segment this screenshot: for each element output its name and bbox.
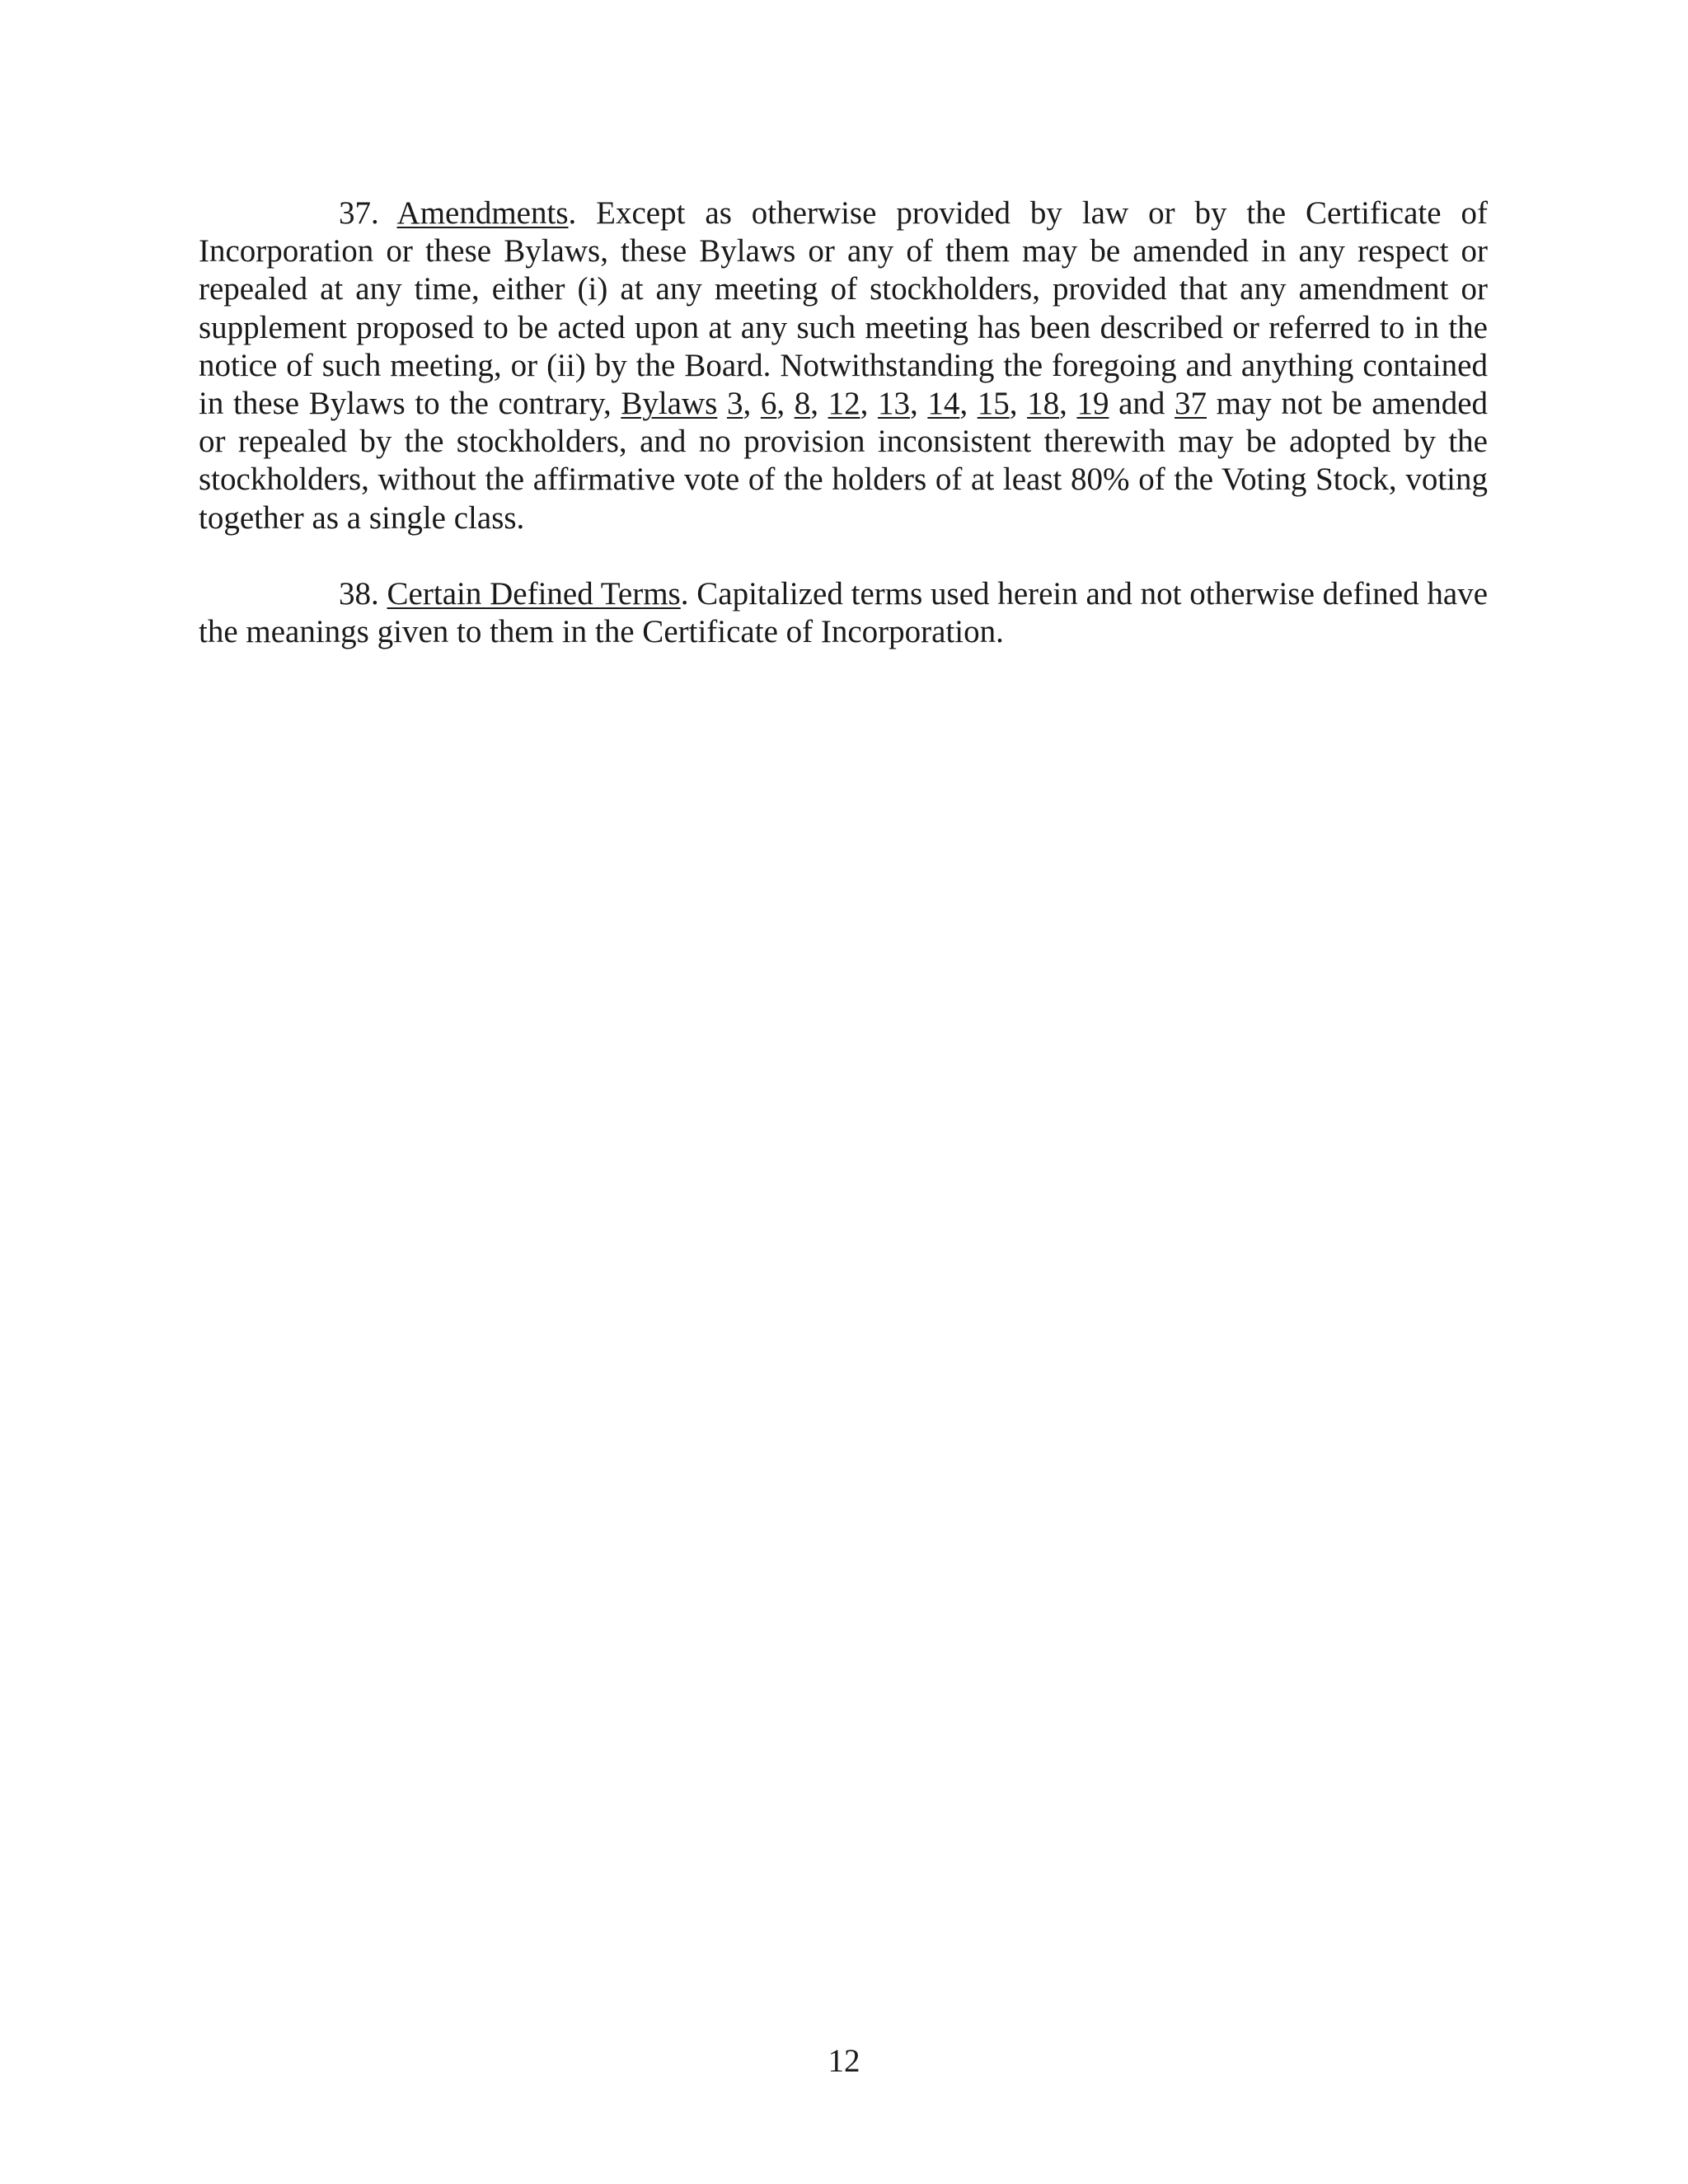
section-38-number: 38. [339, 575, 379, 612]
bylaws-reference: Bylaws [621, 386, 718, 422]
bylaw-ref-12: 12 [828, 386, 860, 422]
section-38-paragraph [199, 575, 1488, 651]
section-38-text: . Capitalized terms used herein and not otherwise defined have the meanings given to them in the Certificate of Incorporation. [199, 575, 1489, 650]
bylaw-ref-8: 8 [794, 386, 811, 422]
and-word: and [1118, 386, 1165, 422]
bylaw-ref-19: 19 [1076, 386, 1109, 422]
section-37-text-part-1: . Except as otherwise provided by law or by the Certificate of Incorporation or these Bylaws, these Bylaws or any of them may be amended in any respect or repealed at any time, either (i) at any meeting of stockholders, provided that any amendment or supplement proposed to be acted upon at any such meeting has been described or referred to in the notice of such meeting, or (ii) by the Board. Notwithstanding the foregoing and anything contained in these Bylaws to the contrary, [199, 195, 1488, 422]
section-37-number: 37. [339, 195, 379, 231]
document-body [199, 194, 1488, 689]
bylaw-ref-14: 14 [927, 386, 960, 422]
page-number: 12 [828, 2043, 860, 2079]
bylaw-ref-3: 3 [726, 386, 743, 422]
section-37-paragraph: 37. Amendments. Except as otherwise provided by law or by the Certificate of Incorporation or these Bylaws, these Bylaws or any of them may be amended in any respect or repealed at any time, either (i) at any meeting of stockholders, provided that any amendment or supplement proposed to be acted upon at any such meeting has been described or referred to in the notice of such meeting, or (ii) by the Board. Notwithstanding the foregoing and anything contained in these Bylaws to the contrary, Bylaws 3, 6, 8, 12, 13, 14, 15, 18, 19 and 37 may not be amended or repealed by the stockholders, and no provision inconsistent therewith may be adopted by the stockholders, without the affirmative vote of the holders of at least 80% of the Voting Stock, voting together as a single class. [199, 195, 1489, 536]
bylaw-ref-6: 6 [760, 386, 777, 422]
bylaw-ref-15: 15 [977, 386, 1010, 422]
bylaw-ref-37: 37 [1175, 386, 1207, 422]
section-38-heading: Certain Defined Terms [387, 575, 681, 612]
section-37-heading: Amendments [396, 195, 569, 231]
bylaw-ref-18: 18 [1027, 386, 1060, 422]
bylaw-ref-13: 13 [877, 386, 910, 422]
section-37-text-part-2: may not be amended or repealed by the stockholders, and no provision inconsistent therewith may be adopted by the stockholders, without the affirmative vote of the holders of at least 80% of the Voting Stock, voting together as a single class. [199, 386, 1489, 536]
